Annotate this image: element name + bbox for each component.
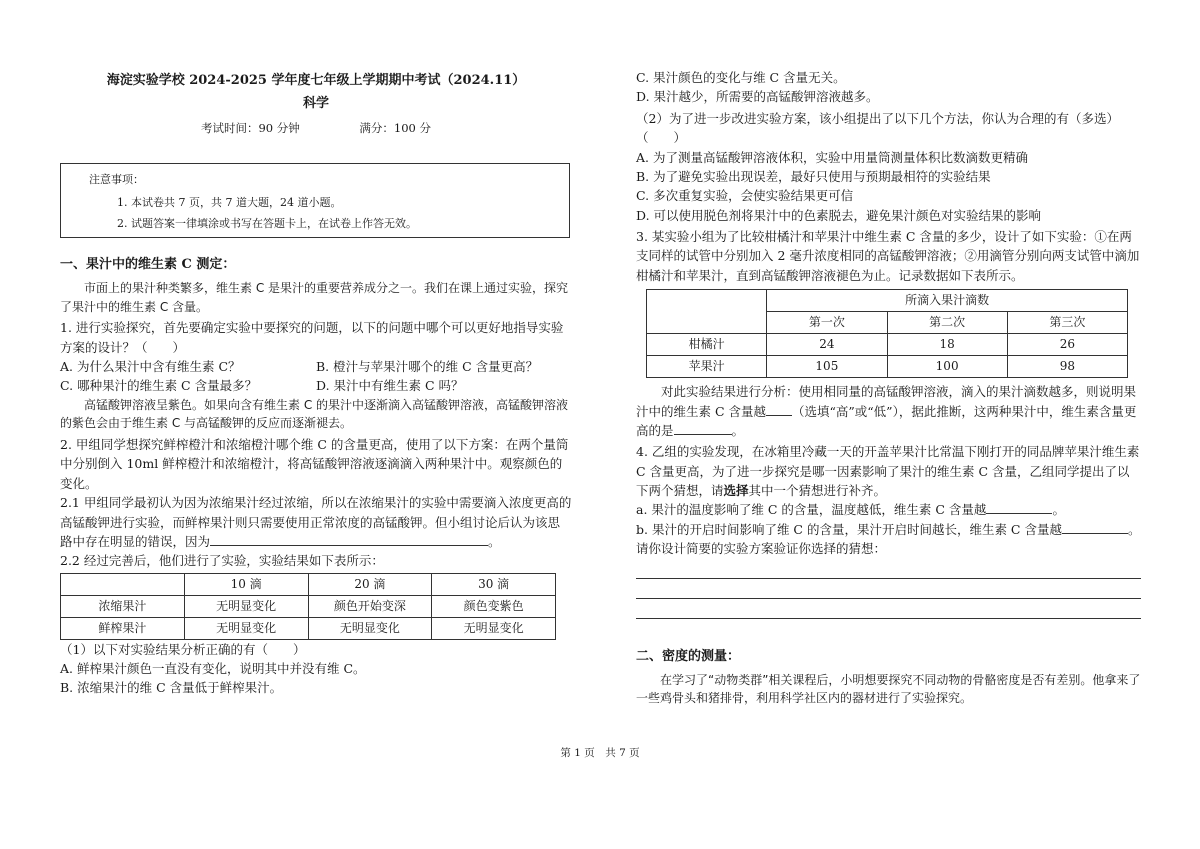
option-b: B. 浓缩果汁的维 C 含量低于鲜榨果汁。 (60, 680, 283, 696)
answer-blank[interactable] (210, 545, 488, 546)
hypothesis-b-end: 。 (1127, 521, 1141, 537)
hypothesis-a-text: a. 果汁的温度影响了维 C 的含量，温度越低，维生素 C 含量越 (636, 502, 987, 518)
q3-text-c: 。 (731, 422, 745, 438)
table-cell: 20 滴 (308, 573, 432, 595)
answer-blank[interactable] (674, 434, 732, 435)
table-cell: 100 (887, 356, 1007, 378)
table-cell: 18 (887, 334, 1007, 356)
q3-text-a: 对此实验结果进行分析：使用相同量的高锰酸钾溶液，滴入的果汁滴数越多，则说明果汁中的维生素 C 含量越 (636, 384, 1137, 419)
section2-intro: 在学习了“动物类群”相关课程后，小明想要探究不同动物的骨骼密度是否有差别。他拿来了一些鸡骨头和猪排骨，利用科学社区内的器材进行了实验探究。 (636, 672, 1141, 706)
table-cell: 颜色变紫色 (432, 595, 556, 617)
table-cell: 无明显变化 (308, 617, 432, 639)
question-2: 2. 甲组同学想探究鲜榨橙汁和浓缩橙汁哪个维 C 的含量更高，使用了以下方案：在两个量筒中分别倒入 10ml 鲜榨橙汁和浓缩橙汁，将高锰酸钾溶液逐滴滴入两种果汁中。观察颜色的变化。 (60, 437, 569, 491)
exam-time: 考试时间：90 分钟 (200, 121, 300, 135)
section1-intro: 市面上的果汁种类繁多，维生素 C 是果汁的重要营养成分之一。我们在课上通过实验，探究了果汁中的维生素 C 含量。 (60, 281, 569, 314)
answer-line[interactable] (636, 618, 1141, 619)
table-cell: 无明显变化 (432, 617, 556, 639)
table-cell: 第一次 (767, 312, 887, 334)
q4-tail: 其中一个猜想进行补齐。 (748, 483, 887, 498)
question-3: 3. 某实验小组为了比较柑橘汁和苹果汁中维生素 C 含量的多少，设计了如下实验：①在两支同样的试管中分别加入 2 毫升浓度相同的高锰酸钾溶液；②用滴管分别向两支试管中滴加柑橘汁和苹果汁，直到高锰酸钾溶液褪色为止。记录数据如下表所示。 (636, 229, 1140, 283)
table-cell: 浓缩果汁 (61, 595, 185, 617)
question-2-1-end: 。 (488, 533, 501, 549)
question-4-prompt: 请你设计简要的实验方案验证你选择的猜想： (636, 541, 887, 557)
answer-blank[interactable] (1062, 533, 1128, 534)
subject-title: 科学 (302, 96, 329, 111)
question-3-analysis (636, 382, 1141, 440)
q4-text: 4. 乙组的实验发现，在冰箱里冷藏一天的开盖苹果汁比常温下刚打开的同品牌苹果汁维生素 C 含量更高，为了进一步探究是哪一因素影响了果汁的维生素 C 含量，乙组同学提出了以下两个猜想，请 (636, 444, 1140, 498)
question-2-1 (60, 493, 572, 551)
table-cell: 无明显变化 (184, 617, 308, 639)
table-cell: 柑橘汁 (647, 334, 767, 356)
table-cell (61, 573, 185, 595)
principle-text: 高锰酸钾溶液呈紫色。如果向含有维生素 C 的果汁中逐渐滴入高锰酸钾溶液，高锰酸钾溶液的紫色会由于维生素 C 与高锰酸钾的反应而逐渐褪去。 (60, 397, 569, 431)
question-2-2: 2.2 经过完善后，他们进行了实验，实验结果如下表所示： (60, 553, 384, 569)
hypothesis-a (636, 500, 1141, 519)
notice-box (60, 163, 570, 238)
exam-title: 海淀实验学校 2024-2025 学年度七年级上学期期中考试（2024.11） (106, 73, 526, 88)
question-4 (636, 442, 1141, 500)
section2-heading: 二、密度的测量： (636, 648, 741, 664)
answer-blank[interactable] (766, 415, 792, 416)
table-cell: 10 滴 (184, 573, 308, 595)
option-b: B. 橙汁与苹果汁哪个的维 C 含量更高？ (316, 359, 539, 375)
table-row (647, 334, 1128, 356)
results-table-2 (646, 289, 1128, 378)
table-row (61, 617, 556, 639)
option-c: C. 哪种果汁的维生素 C 含量最多？ (60, 378, 258, 394)
question-2-2-1: （1）以下对实验结果分析正确的有（ ） (60, 641, 306, 657)
section1 (60, 255, 572, 698)
table-header-row (61, 573, 556, 595)
table-cell: 苹果汁 (647, 356, 767, 378)
option-d: D. 果汁越少，所需要的高锰酸钾溶液越多。 (636, 89, 879, 105)
table-cell: 26 (1007, 334, 1127, 356)
right-flow (636, 68, 1141, 708)
table-cell: 颜色开始变深 (308, 595, 432, 617)
table-cell: 无明显变化 (184, 595, 308, 617)
answer-line[interactable] (636, 598, 1141, 599)
option-a: A. 为了测量高锰酸钾溶液体积，实验中用量筒测量体积比数滴数更精确 (636, 149, 1028, 165)
answer-line[interactable] (636, 578, 1141, 579)
question-2-1-text: 2.1 甲组同学最初认为因为浓缩果汁经过浓缩，所以在浓缩果汁的实验中需要滴入浓度更高的高锰酸钾进行实验，而鲜榨果汁则只需要使用正常浓度的高锰酸钾。但小组讨论后认为该思路中存在明显的错误，因为 (60, 495, 572, 549)
exam-score: 满分：100 分 (359, 121, 432, 135)
table-cell (647, 290, 767, 334)
answer-blank[interactable] (986, 513, 1052, 514)
section1-heading: 一、果汁中的维生素 C 测定： (60, 257, 236, 272)
notice-item: 1. 本试卷共 7 页，共 7 道大题，24 道小题。 (117, 195, 342, 209)
hypothesis-b (636, 520, 1141, 539)
q4-bold-word: 选择 (723, 483, 749, 498)
option-a: A. 为什么果汁中含有维生素 C？ (60, 359, 241, 375)
option-d: D. 可以使用脱色剂将果汁中的色素脱去，避免果汁颜色对实验结果的影响 (636, 207, 1042, 223)
hypothesis-b-text: b. 果汁的开启时间影响了维 C 的含量，果汁开启时间越长，维生素 C 含量越 (636, 521, 1062, 537)
question-1-options-row (60, 357, 572, 376)
page-footer: 第 1 页 共 7 页 (560, 747, 640, 759)
exam-meta (60, 120, 572, 138)
notice-title: 注意事项： (89, 173, 144, 186)
notice-item: 2. 试题答案一律填涂或书写在答题卡上，在试卷上作答无效。 (117, 216, 417, 230)
table-header-row (647, 290, 1128, 312)
table-cell: 所滴入果汁滴数 (767, 290, 1128, 312)
option-c: C. 多次重复实验，会使实验结果更可信 (636, 188, 854, 204)
table-cell: 24 (767, 334, 887, 356)
table-cell: 105 (767, 356, 887, 378)
option-b: B. 为了避免实验出现误差，最好只使用与预期最相符的实验结果 (636, 168, 991, 184)
option-a: A. 鲜榨果汁颜色一直没有变化，说明其中并没有维 C。 (60, 661, 366, 677)
option-d: D. 果汁中有维生素 C 吗？ (316, 378, 464, 394)
table-cell: 98 (1007, 356, 1127, 378)
table-cell: 30 滴 (432, 573, 556, 595)
results-table-1 (60, 573, 556, 640)
question-1-options-row (60, 376, 572, 395)
table-row (647, 356, 1128, 378)
question-2-2-2: （2）为了进一步改进实验方案，该小组提出了以下几个方法，你认为合理的有（多选）（ ） (636, 110, 1119, 146)
option-c: C. 果汁颜色的变化与维 C 含量无关。 (636, 70, 846, 85)
question-1: 1. 进行实验探究，首先要确定实验中要探究的问题，以下的问题中哪个可以更好地指导实验方案的设计？（ ） (60, 320, 564, 355)
table-cell: 鲜榨果汁 (61, 617, 185, 639)
hypothesis-a-end: 。 (1052, 502, 1065, 518)
table-row (61, 595, 556, 617)
q3-text-b: （选填“高”或“低”），据此推断，这两种果汁中，维生素含量更高的是 (636, 403, 1137, 438)
table-cell: 第三次 (1007, 312, 1127, 334)
table-cell: 第二次 (887, 312, 1007, 334)
